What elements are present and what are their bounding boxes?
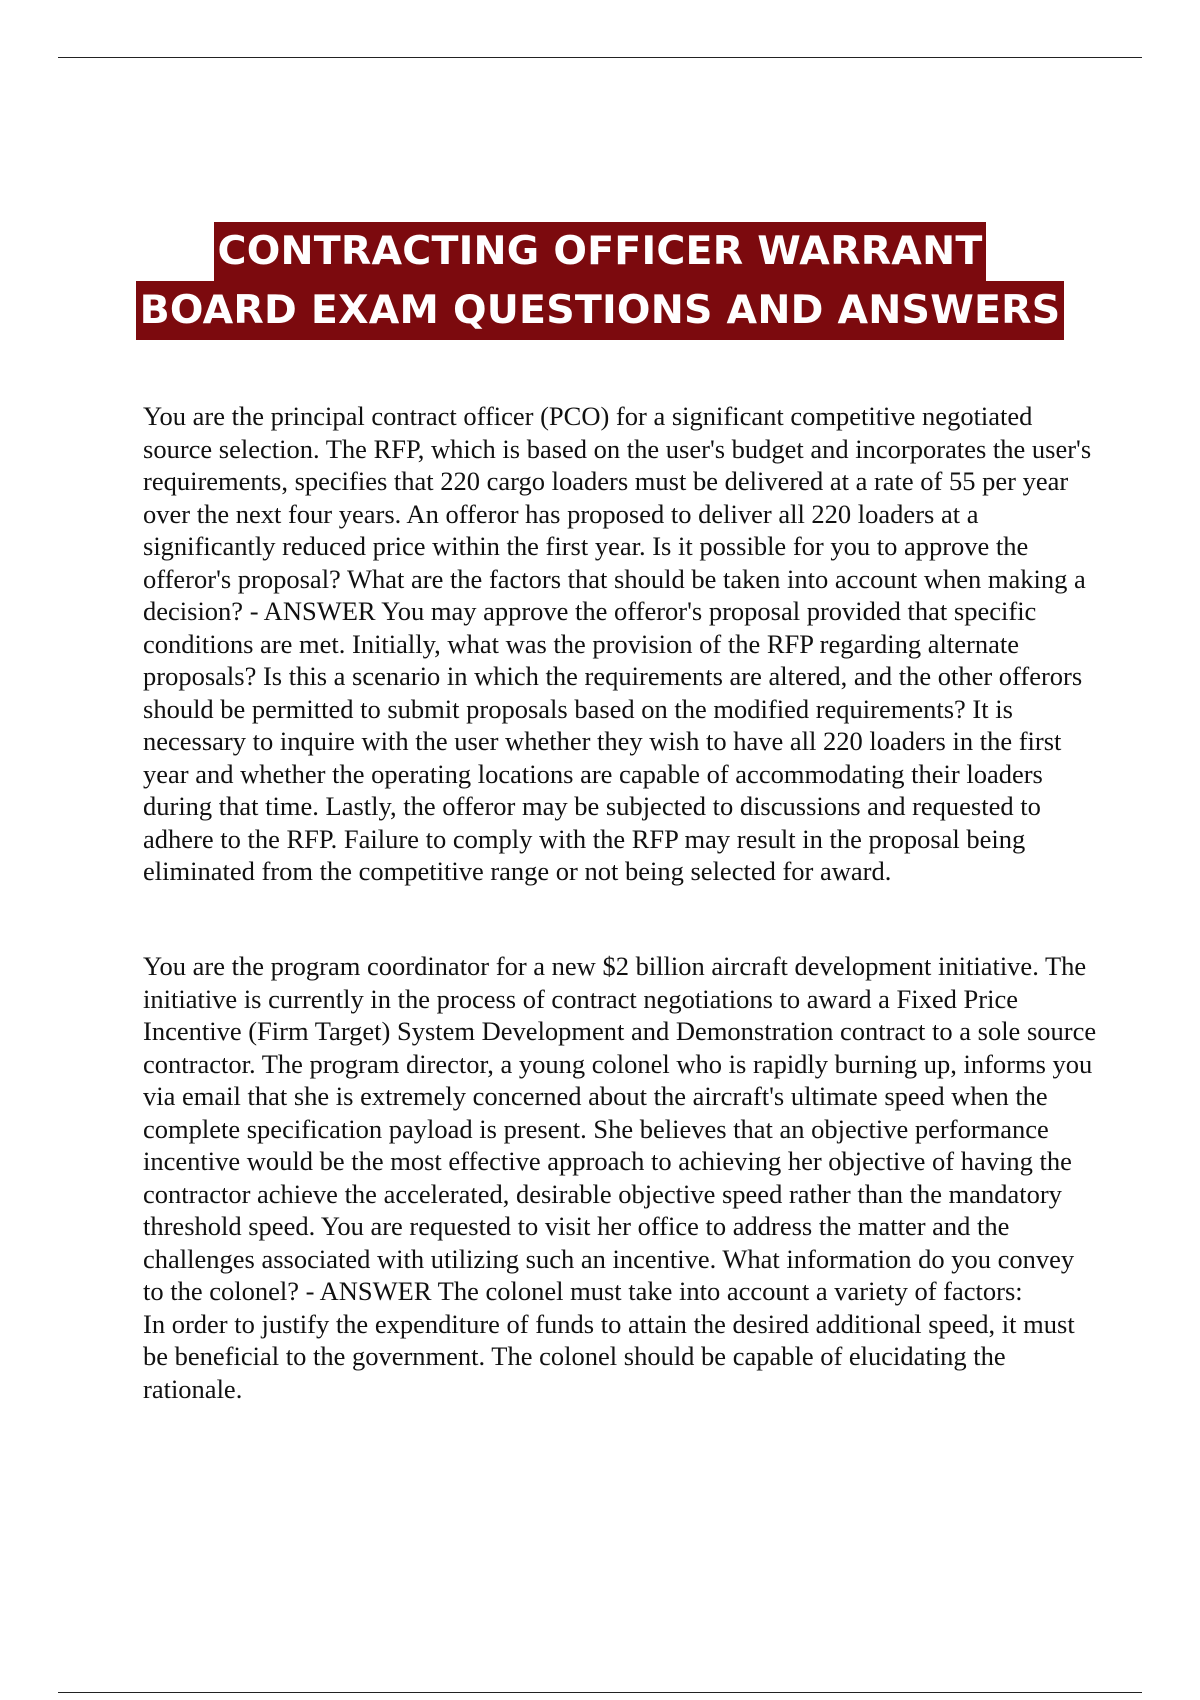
document-title bbox=[0, 222, 1200, 340]
question-answer-2 bbox=[143, 950, 1098, 1405]
question-answer-2-text: You are the program coordinator for a new $2 billion aircraft development initiative. The initiative is currently in the process of contract negotiations to award a Fixed Price Incentive (Firm Target) System Development and Demonstration contract to a sole source contractor. The program director, a young colonel who is rapidly burning up, informs you via email that she is extremely concerned about the aircraft's ultimate speed when the complete specification payload is present. She believes that an objective performance incentive would be the most effective approach to achieving her objective of having the contractor achieve the accelerated, desirable objective speed rather than the mandatory threshold speed. You are requested to visit her office to address the matter and the challenges associated with utilizing such an incentive. What information do you convey to the colonel? - ANSWER The colonel must take into account a variety of factors: bbox=[143, 951, 1097, 1306]
top-rule bbox=[58, 57, 1142, 58]
bottom-rule bbox=[58, 1692, 1142, 1693]
title-line-1: CONTRACTING OFFICER WARRANT bbox=[214, 222, 987, 281]
question-answer-2-continuation: In order to justify the expenditure of funds to attain the desired additional speed, it must be beneficial to the government. The colonel should be capable of elucidating the rationale. bbox=[143, 1308, 1075, 1404]
question-answer-1: You are the principal contract officer (PCO) for a significant competitive negotiated source selection. The RFP, which is based on the user's budget and incorporates the user's requirements, specifies that 220 cargo loaders must be delivered at a rate of 55 per year over the next four years. An offeror has proposed to deliver all 220 loaders at a significantly reduced price within the first year. Is it possible for you to approve the offeror's proposal? What are the factors that should be taken into account when making a decision? - ANSWER You may approve the offeror's proposal provided that specific conditions are met. Initially, what was the provision of the RFP regarding alternate proposals? Is this a scenario in which the requirements are altered, and the other offerors should be permitted to submit proposals based on the modified requirements? It is necessary to inquire with the user whether they wish to have all 220 loaders in the first year and whether the operating locations are capable of accommodating their loaders during that time. Lastly, the offeror may be subjected to discussions and requested to adhere to the RFP. Failure to comply with the RFP may result in the proposal being eliminated from the competitive range or not being selected for award. bbox=[143, 401, 1092, 886]
title-line-2: BOARD EXAM QUESTIONS AND ANSWERS bbox=[136, 281, 1065, 340]
